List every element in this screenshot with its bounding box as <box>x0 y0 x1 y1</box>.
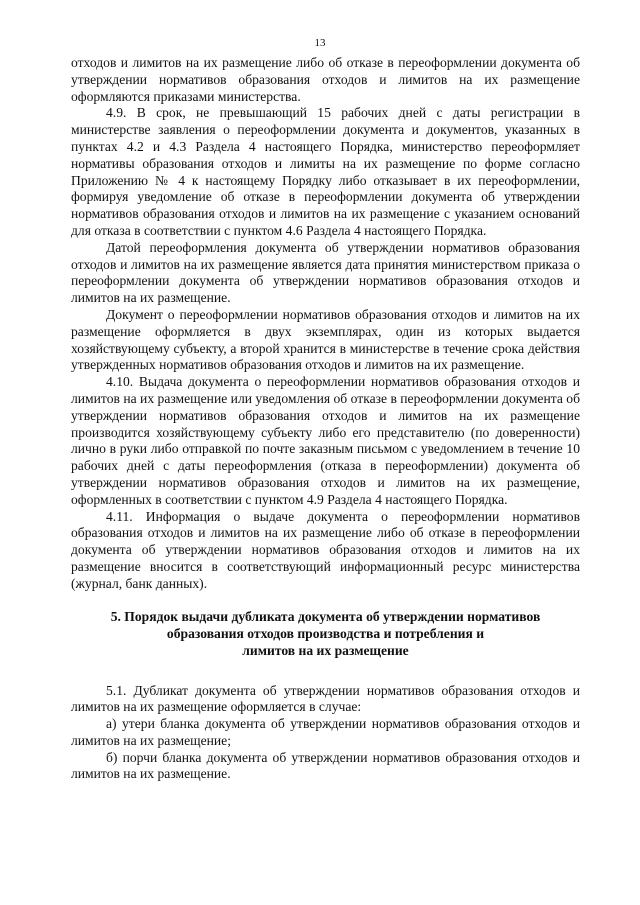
section-5-heading-line-2: образования отходов производства и потребления и <box>166 625 485 641</box>
paragraph-5-1-b: б) порчи бланка документа об утверждении нормативов образования отходов и лимитов на их размещение. <box>71 749 580 782</box>
paragraph-reissue-date: Датой переоформления документа об утверждении нормативов образования отходов и лимитов на их размещение является дата принятия министерством приказа о переоформлении документа об утверждении нормативов образования отходов и лимитов на их размещение. <box>71 239 580 306</box>
document-body <box>71 55 580 783</box>
paragraph-two-copies: Документ о переоформлении нормативов образования отходов и лимитов на их размещение оформляется в двух экземплярах, один из которых выдается хозяйствующему субъекту, а второй хранится в министерстве в течение срока действия утвержденных нормативов образования отходов и лимитов на их размещение. <box>71 306 580 373</box>
paragraph-5-1: 5.1. Дубликат документа об утверждении нормативов образования отходов и лимитов на их размещение оформляется в случае: <box>71 682 580 715</box>
paragraph-4-11: 4.11. Информация о выдаче документа о переоформлении нормативов образования отходов и лимитов на их размещение либо об отказе в переоформлении документа об утверждении нормативов образования отходов и лимитов на их размещение вносится в соответствующий информационный ресурс министерства (журнал, банк данных). <box>71 508 580 591</box>
section-5-heading-line-3: лимитов на их размещение <box>242 642 409 658</box>
section-5-heading <box>71 608 580 659</box>
paragraph-4-9: 4.9. В срок, не превышающий 15 рабочих дней с даты регистрации в министерстве заявления о переоформлении документа и документов, указанных в пунктах 4.2 и 4.3 Раздела 4 настоящего Порядка, министерство переоформляет нормативы образования отходов и лимиты на их размещение по форме согласно Приложению № 4 к настоящему Порядку либо отказывает в их переоформлении, формируя уведомление об отказе в переоформлении документа об утверждении нормативов образования отходов и лимитов на их размещение с указанием оснований для отказа в соответствии с пунктом 4.6 Раздела 4 настоящего Порядка. <box>71 105 580 238</box>
paragraph-continuation: отходов и лимитов на их размещение либо об отказе в переоформлении документа об утверждении нормативов образования отходов и лимитов на их размещение оформляются приказами министерства. <box>71 55 580 104</box>
paragraph-4-10: 4.10. Выдача документа о переоформлении нормативов образования отходов и лимитов на их размещение или уведомления об отказе в переоформлении документа об утверждении нормативов образования отходов и лимитов на их размещение производится хозяйствующему субъекту либо его представителю (по доверенности) лично в руки либо отправкой по почте заказным письмом с уведомлением в течение 10 рабочих дней с даты переоформления (отказа в переоформлении) документа об утверждении нормативов образования отходов и лимитов на их размещение, оформленных в соответствии с пунктом 4.9 Раздела 4 настоящего Порядка. <box>71 374 580 507</box>
page-number: 13 <box>314 37 326 49</box>
section-5-heading-line-1: 5. Порядок выдачи дубликата документа об утверждении нормативов <box>110 608 541 624</box>
paragraph-5-1-a: а) утери бланка документа об утверждении нормативов образования отходов и лимитов на их размещение; <box>71 716 580 748</box>
spacer <box>71 659 580 683</box>
